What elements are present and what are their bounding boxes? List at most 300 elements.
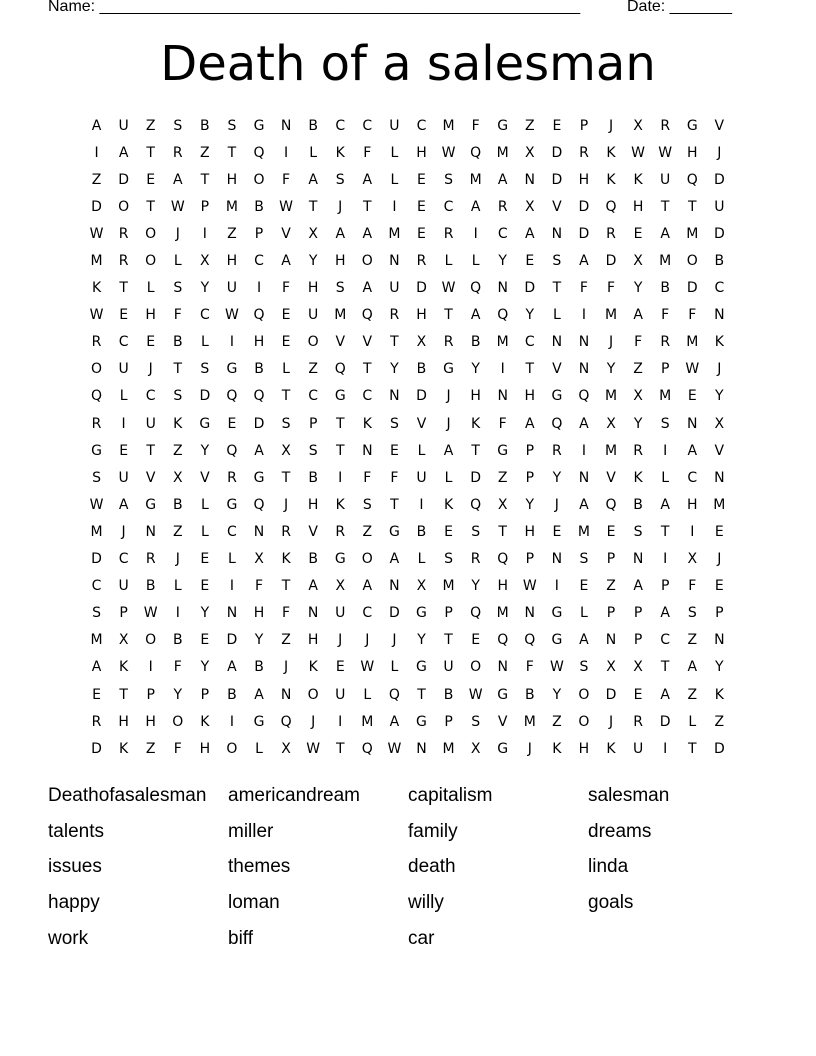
grid-letter: Y — [200, 605, 210, 622]
grid-letter: A — [118, 144, 129, 161]
grid-letter: D — [713, 740, 725, 757]
grid-letter: W — [549, 659, 564, 676]
grid-letter: T — [525, 361, 535, 378]
grid-row — [83, 329, 733, 356]
grid-letter: O — [578, 686, 590, 703]
grid-letter: W — [468, 686, 483, 703]
grid-letter: O — [172, 713, 184, 730]
grid-letter: Y — [525, 307, 535, 324]
grid-letter: Q — [605, 496, 617, 513]
grid-letter: T — [281, 388, 291, 405]
grid-letter: N — [605, 632, 617, 649]
grid-row — [83, 410, 733, 437]
grid-letter: P — [606, 551, 616, 568]
grid-letter: C — [335, 117, 346, 134]
grid-letter: L — [173, 253, 182, 270]
grid-letter: Q — [253, 144, 265, 161]
grid-letter: M — [659, 388, 672, 405]
grid-letter: A — [633, 307, 643, 324]
grid-letter: A — [470, 198, 481, 215]
grid-letter: A — [362, 578, 373, 595]
grid-letter: T — [417, 686, 426, 703]
grid-letter: O — [686, 253, 698, 270]
grid-letter: D — [253, 415, 265, 432]
grid-letter: B — [172, 632, 183, 649]
grid-letter: Z — [714, 713, 725, 730]
grid-letter: C — [227, 523, 237, 540]
grid-letter: N — [497, 280, 508, 297]
grid-letter: B — [443, 686, 454, 703]
grid-letter: L — [200, 334, 209, 351]
grid-letter: V — [552, 198, 562, 215]
grid-letter: E — [227, 415, 237, 432]
grid-letter: E — [281, 334, 291, 351]
grid-letter: I — [690, 523, 695, 540]
grid-letter: M — [225, 198, 238, 215]
grid-letter: H — [253, 605, 265, 622]
grid-letter: E — [200, 551, 210, 568]
grid-letter: L — [444, 469, 453, 486]
grid-letter: S — [173, 388, 183, 405]
grid-letter: A — [633, 578, 643, 595]
grid-letter: E — [714, 578, 724, 595]
grid-letter: R — [552, 442, 562, 459]
word-bank-item: dreams — [588, 820, 652, 842]
grid-letter: Y — [498, 253, 507, 270]
grid-letter: Y — [254, 632, 264, 649]
grid-letter: I — [500, 361, 505, 378]
grid-letter: O — [361, 253, 373, 270]
grid-letter: E — [417, 225, 426, 242]
grid-row — [83, 193, 733, 220]
grid-letter: L — [444, 253, 453, 270]
grid-letter: G — [551, 388, 563, 405]
grid-letter: D — [91, 198, 102, 215]
grid-letter: D — [551, 144, 563, 161]
grid-letter: V — [497, 713, 508, 730]
grid-letter: J — [284, 496, 289, 513]
grid-letter: M — [604, 307, 618, 324]
grid-letter: S — [281, 415, 291, 432]
grid-letter: D — [91, 740, 102, 757]
grid-letter: F — [606, 280, 616, 297]
grid-letter: H — [524, 523, 536, 540]
grid-letter: C — [362, 117, 373, 134]
grid-letter: K — [714, 686, 724, 703]
grid-letter: R — [91, 713, 102, 730]
grid-letter: P — [146, 686, 155, 703]
grid-letter: C — [443, 198, 454, 215]
grid-letter: H — [118, 713, 129, 730]
grid-letter: A — [254, 686, 264, 703]
grid-letter: Y — [173, 686, 183, 703]
grid-letter: I — [581, 307, 587, 324]
grid-letter: K — [335, 496, 345, 513]
grid-letter: M — [442, 740, 455, 757]
grid-letter: L — [146, 280, 155, 297]
grid-letter: R — [443, 225, 454, 242]
grid-letter: I — [392, 198, 397, 215]
grid-letter: P — [200, 686, 210, 703]
grid-letter: J — [608, 117, 614, 134]
grid-letter: A — [660, 605, 670, 622]
grid-letter: H — [307, 632, 319, 649]
grid-letter: T — [390, 334, 399, 351]
grid-letter: G — [416, 605, 427, 622]
grid-letter: G — [226, 361, 238, 378]
grid-letter: Y — [633, 415, 643, 432]
grid-letter: G — [497, 740, 509, 757]
grid-letter: E — [633, 686, 643, 703]
grid-letter: I — [175, 605, 180, 622]
grid-letter: I — [229, 334, 234, 351]
grid-letter: N — [524, 171, 536, 188]
grid-letter: J — [148, 361, 153, 378]
grid-letter: L — [255, 740, 263, 757]
grid-letter: F — [390, 469, 399, 486]
grid-letter: J — [121, 523, 126, 540]
grid-letter: Q — [497, 632, 509, 649]
grid-letter: E — [579, 578, 589, 595]
grid-letter: J — [311, 713, 316, 730]
grid-letter: L — [200, 523, 209, 540]
grid-letter: N — [714, 307, 725, 324]
grid-letter: H — [686, 496, 698, 513]
grid-letter: R — [579, 144, 589, 161]
grid-letter: V — [335, 334, 346, 351]
grid-letter: C — [118, 551, 129, 568]
grid-row — [83, 546, 733, 573]
grid-letter: B — [227, 686, 237, 703]
grid-letter: O — [91, 361, 103, 378]
grid-letter: N — [687, 415, 698, 432]
grid-letter: C — [687, 469, 698, 486]
grid-letter: F — [363, 469, 372, 486]
grid-letter: C — [199, 307, 210, 324]
grid-letter: P — [200, 198, 210, 215]
word-row — [48, 850, 768, 886]
grid-letter: U — [443, 659, 454, 676]
grid-letter: R — [145, 551, 156, 568]
word-bank-item: salesman — [588, 784, 670, 806]
grid-letter: Q — [91, 388, 103, 405]
grid-letter: M — [577, 523, 590, 540]
grid-letter: A — [335, 225, 346, 242]
grid-letter: L — [200, 496, 209, 513]
grid-letter: A — [389, 551, 400, 568]
grid-letter: N — [226, 605, 238, 622]
grid-letter: P — [525, 469, 535, 486]
grid-letter: S — [471, 523, 481, 540]
grid-letter: D — [118, 171, 129, 188]
grid-letter: C — [362, 605, 373, 622]
grid-letter: V — [281, 225, 291, 242]
grid-letter: M — [334, 307, 347, 324]
grid-letter: Q — [361, 740, 373, 757]
grid-letter: C — [145, 388, 156, 405]
grid-letter: L — [228, 551, 236, 568]
grid-letter: A — [281, 253, 291, 270]
grid-letter: J — [717, 551, 722, 568]
grid-letter: M — [90, 632, 103, 649]
grid-letter: J — [175, 225, 180, 242]
grid-letter: Y — [606, 361, 616, 378]
grid-letter: I — [581, 442, 587, 459]
grid-row — [83, 600, 733, 627]
grid-letter: U — [226, 280, 238, 297]
grid-letter: L — [552, 307, 561, 324]
grid-letter: D — [686, 280, 698, 297]
grid-letter: F — [498, 415, 507, 432]
grid-row — [83, 383, 733, 410]
grid-row — [83, 627, 733, 654]
grid-letter: K — [362, 415, 372, 432]
grid-letter: V — [606, 469, 616, 486]
grid-letter: H — [632, 198, 644, 215]
grid-letter: P — [525, 551, 535, 568]
grid-letter: T — [660, 659, 670, 676]
grid-letter: W — [441, 144, 456, 161]
grid-letter: Y — [715, 659, 724, 676]
word-bank-item: issues — [48, 856, 102, 878]
grid-letter: H — [524, 388, 536, 405]
grid-letter: Z — [200, 144, 210, 161]
grid-letter: Q — [470, 496, 482, 513]
grid-letter: Q — [226, 388, 238, 405]
grid-letter: K — [443, 496, 454, 513]
grid-letter: E — [417, 171, 426, 188]
grid-letter: B — [254, 361, 264, 378]
grid-letter: B — [172, 496, 183, 513]
grid-letter: Q — [253, 496, 265, 513]
grid-letter: E — [146, 334, 156, 351]
grid-letter: A — [362, 280, 373, 297]
grid-letter: H — [145, 307, 156, 324]
grid-letter: U — [335, 686, 346, 703]
grid-letter: J — [608, 334, 614, 351]
grid-letter: Y — [552, 469, 562, 486]
grid-letter: V — [552, 361, 562, 378]
grid-letter: R — [443, 334, 454, 351]
word-bank-item: Deathofasalesman — [48, 784, 207, 806]
grid-letter: W — [89, 307, 104, 324]
word-bank-item: americandream — [228, 784, 360, 806]
grid-letter: E — [444, 523, 453, 540]
grid-letter: B — [145, 578, 156, 595]
grid-letter: E — [633, 225, 643, 242]
grid-letter: P — [308, 415, 318, 432]
grid-letter: B — [524, 686, 535, 703]
grid-letter: K — [606, 171, 616, 188]
grid-letter: N — [389, 388, 400, 405]
grid-letter: B — [308, 469, 318, 486]
grid-letter: Q — [253, 307, 265, 324]
grid-letter: K — [633, 171, 643, 188]
grid-letter: N — [145, 523, 156, 540]
grid-letter: Q — [226, 442, 238, 459]
grid-letter: D — [416, 388, 427, 405]
grid-letter: N — [714, 632, 725, 649]
grid-letter: G — [416, 713, 427, 730]
grid-letter: O — [578, 713, 590, 730]
grid-letter: A — [443, 442, 454, 459]
grid-letter: X — [172, 469, 183, 486]
grid-letter: H — [253, 334, 265, 351]
grid-letter: S — [444, 171, 453, 188]
grid-letter: Y — [200, 280, 210, 297]
grid-letter: G — [145, 496, 157, 513]
grid-letter: X — [633, 253, 643, 270]
grid-letter: N — [497, 659, 508, 676]
grid-letter: M — [90, 523, 103, 540]
grid-letter: E — [687, 388, 697, 405]
grid-letter: K — [606, 144, 616, 161]
grid-letter: O — [470, 659, 482, 676]
grid-letter: T — [200, 171, 210, 188]
grid-letter: C — [416, 117, 427, 134]
grid-letter: A — [389, 713, 400, 730]
grid-letter: R — [389, 307, 400, 324]
grid-letter: U — [389, 117, 400, 134]
grid-letter: J — [175, 551, 180, 568]
grid-letter: J — [608, 713, 614, 730]
grid-letter: Z — [687, 632, 698, 649]
grid-letter: K — [173, 415, 183, 432]
grid-letter: U — [308, 307, 319, 324]
grid-letter: X — [416, 334, 427, 351]
grid-letter: N — [578, 469, 590, 486]
grid-letter: F — [173, 740, 182, 757]
grid-letter: L — [661, 469, 670, 486]
grid-letter: M — [496, 334, 509, 351]
grid-letter: J — [446, 415, 451, 432]
grid-letter: U — [632, 740, 644, 757]
grid-letter: W — [89, 496, 104, 513]
grid-letter: A — [308, 578, 318, 595]
grid-letter: M — [604, 442, 618, 459]
grid-letter: R — [118, 253, 129, 270]
grid-letter: B — [470, 334, 481, 351]
grid-letter: J — [717, 144, 722, 161]
grid-letter: T — [687, 198, 697, 215]
grid-letter: X — [281, 442, 291, 459]
word-bank-item: happy — [48, 892, 100, 914]
grid-letter: Q — [524, 632, 536, 649]
grid-letter: T — [146, 198, 155, 215]
grid-letter: T — [173, 361, 183, 378]
word-row — [48, 885, 768, 921]
grid-letter: H — [578, 740, 590, 757]
grid-letter: D — [713, 225, 725, 242]
grid-letter: I — [229, 713, 234, 730]
grid-letter: M — [713, 496, 726, 513]
grid-row — [83, 247, 733, 274]
grid-letter: S — [92, 469, 101, 486]
word-bank-item: car — [408, 928, 435, 950]
grid-letter: T — [119, 686, 128, 703]
grid-letter: K — [119, 740, 129, 757]
grid-letter: S — [362, 496, 372, 513]
grid-letter: F — [282, 171, 291, 188]
grid-letter: T — [335, 442, 345, 459]
grid-letter: F — [254, 578, 264, 595]
grid-letter: I — [202, 225, 207, 242]
grid-letter: A — [687, 442, 698, 459]
grid-letter: J — [338, 198, 343, 215]
grid-letter: I — [229, 578, 234, 595]
grid-letter: A — [660, 686, 670, 703]
grid-letter: R — [172, 144, 183, 161]
grid-letter: D — [713, 171, 725, 188]
grid-letter: R — [606, 225, 616, 242]
grid-letter: U — [660, 171, 671, 188]
grid-letter: Q — [578, 388, 590, 405]
grid-letter: Q — [334, 361, 346, 378]
grid-letter: M — [442, 117, 455, 134]
grid-letter: C — [362, 388, 373, 405]
grid-letter: O — [226, 740, 238, 757]
grid-letter: T — [444, 307, 453, 324]
grid-letter: U — [335, 605, 346, 622]
grid-letter: L — [390, 144, 399, 161]
grid-letter: N — [497, 388, 508, 405]
grid-letter: W — [685, 361, 700, 378]
grid-letter: F — [688, 307, 697, 324]
grid-letter: R — [91, 415, 102, 432]
grid-letter: H — [334, 253, 346, 270]
grid-letter: W — [225, 307, 239, 324]
grid-letter: Y — [471, 361, 480, 378]
grid-letter: J — [527, 740, 532, 757]
grid-letter: S — [660, 415, 670, 432]
grid-letter: A — [660, 496, 670, 513]
grid-letter: Z — [227, 225, 237, 242]
word-bank-item: linda — [588, 856, 629, 878]
grid-row — [83, 491, 733, 518]
grid-letter: Q — [470, 605, 482, 622]
grid-letter: V — [145, 469, 156, 486]
grid-letter: E — [552, 523, 562, 540]
grid-letter: T — [471, 442, 480, 459]
grid-letter: A — [579, 253, 589, 270]
grid-letter: U — [118, 117, 129, 134]
grid-letter: T — [227, 144, 237, 161]
grid-letter: Z — [633, 361, 643, 378]
grid-letter: P — [525, 442, 535, 459]
grid-letter: Q — [470, 280, 482, 297]
grid-letter: W — [387, 740, 402, 757]
grid-letter: W — [441, 280, 456, 297]
grid-letter: W — [89, 225, 104, 242]
grid-letter: Q — [388, 686, 400, 703]
word-bank-item: miller — [228, 820, 274, 842]
grid-row — [83, 654, 733, 681]
grid-letter: A — [687, 659, 698, 676]
grid-row — [83, 112, 733, 139]
grid-letter: F — [363, 144, 372, 161]
grid-letter: S — [471, 713, 481, 730]
grid-letter: Q — [361, 307, 373, 324]
word-bank-item: talents — [48, 820, 104, 842]
grid-row — [83, 275, 733, 302]
page-title: Death of a salesman — [160, 36, 656, 92]
grid-letter: D — [605, 253, 617, 270]
grid-letter: D — [578, 225, 590, 242]
grid-letter: X — [714, 415, 725, 432]
grid-letter: I — [284, 144, 289, 161]
grid-letter: H — [145, 713, 156, 730]
grid-row — [83, 681, 733, 708]
